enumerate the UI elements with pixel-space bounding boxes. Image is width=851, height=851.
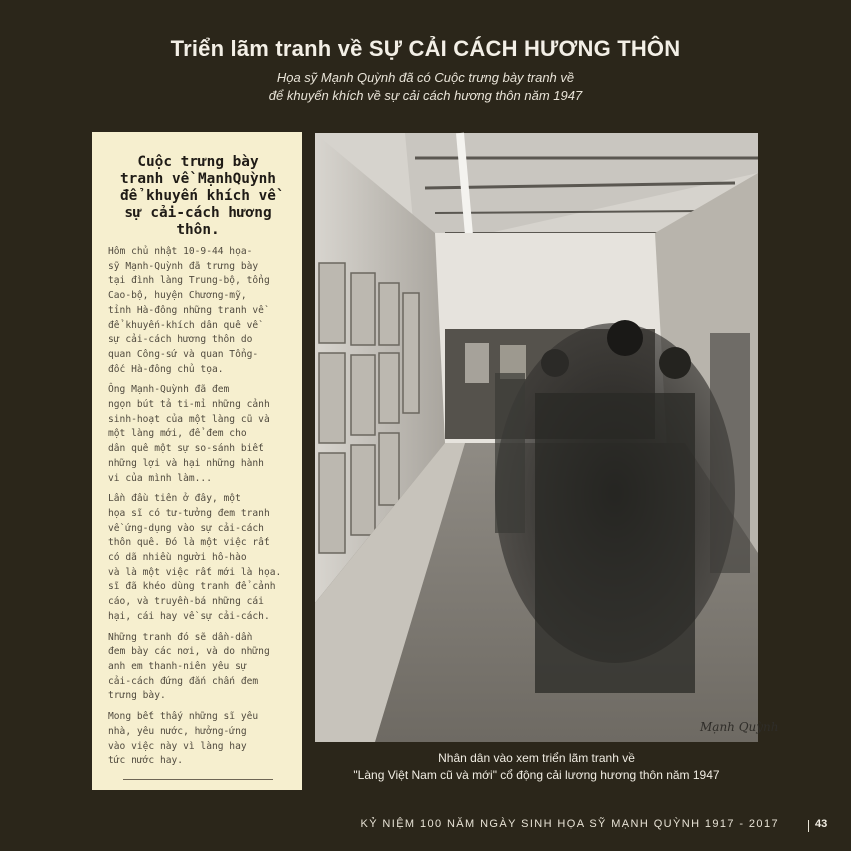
clipping-headline-line: Cuộc trưng bày (137, 154, 259, 170)
clipping-line: về ứng-dụng vào sự cải-cách (108, 522, 264, 534)
clipping-line: đem bày các nơi, và do những (108, 646, 270, 658)
clipping-line: sinh-hoạt của một làng cũ và (108, 413, 270, 425)
page-title: Triển lãm tranh về SỰ CẢI CÁCH HƯƠNG THÔN (170, 36, 681, 61)
clipping-line: để khuyến-khích dân quê về (108, 319, 259, 331)
clipping-headline-line: thôn. (176, 222, 220, 238)
caption-line: Nhân dân vào xem triển lãm tranh về (438, 751, 635, 765)
clipping-line: Cao-bộ, huyện Chương-mỹ, (108, 290, 247, 302)
clipping-line: sĩ đã khéo dùng tranh để cảnh (108, 581, 276, 593)
clipping-line: Ông Mạnh-Quỳnh đã đem (108, 384, 230, 396)
clipping-paragraph (108, 383, 288, 486)
clipping-line: thôn quê. Đó là một việc rất (108, 537, 270, 549)
clipping-line: cải-cách đứng đắn chấn đem (108, 675, 259, 687)
clipping-divider (123, 779, 273, 780)
clipping-headline-line: để khuyến khích về (120, 188, 276, 204)
newspaper-clipping (92, 132, 302, 790)
clipping-line: hại, cái hay về sự cải-cách. (108, 610, 270, 622)
clipping-line: ngọn bút tả ti-mỉ những cảnh (108, 399, 270, 411)
clipping-line: vào việc này vì làng hay (108, 740, 247, 752)
clipping-line: đốc Hà-đông chủ tọa. (108, 363, 224, 375)
exhibition-photo-image (315, 133, 779, 742)
clipping-line: nhà, yêu nước, hưởng-ứng (108, 725, 247, 737)
clipping-line: và là một việc rất mới là họa. (108, 566, 282, 578)
clipping-headline-line: sự cải-cách hương (124, 205, 272, 221)
page-footer (0, 818, 851, 834)
clipping-line: Những tranh đó sẽ dần-dần (108, 631, 253, 643)
subtitle-line: để khuyến khích về sự cải cách hương thôn năm 1947 (268, 88, 583, 103)
exhibition-photo (315, 133, 779, 742)
clipping-line: tức nước hay. (108, 755, 184, 767)
page-number: 43 (815, 818, 828, 830)
clipping-line: anh em thanh-niên yêu sự (108, 660, 247, 672)
photo-signature: Mạnh Quỳnh (700, 720, 779, 734)
footer-divider (808, 820, 809, 832)
clipping-line: sự cải-cách hương thôn do (108, 334, 253, 346)
clipping-paragraph (108, 245, 288, 377)
clipping-line: trưng bày. (108, 690, 166, 702)
page-subtitle (0, 69, 851, 105)
clipping-line: dân quê một sự so-sánh biết (108, 443, 264, 455)
clipping-headline (108, 154, 288, 239)
clipping-line: tỉnh Hà-đông những tranh về (108, 304, 264, 316)
clipping-line: những lợi và hại những hành (108, 457, 264, 469)
clipping-line: vi của mình làm... (108, 472, 212, 484)
clipping-line: quan Công-sứ và quan Tổng- (108, 348, 259, 360)
clipping-line: một làng mới, để đem cho (108, 428, 247, 440)
clipping-line: sỹ Mạnh-Quỳnh đã trưng bày (108, 260, 259, 272)
clipping-line: họa sĩ có tư-tưởng đem tranh (108, 507, 270, 519)
clipping-line: Hôm chủ nhật 10-9-44 họa- (108, 246, 253, 257)
clipping-line: có dã nhiều người hô-hào (108, 552, 247, 564)
clipping-paragraph (108, 710, 288, 769)
clipping-paragraph (108, 631, 288, 705)
clipping-line: tại đình làng Trung-bộ, tổng (108, 275, 270, 287)
caption-line: "Làng Việt Nam cũ và mới" cổ động cải lương hương thôn năm 1947 (353, 768, 720, 782)
clipping-headline-line: tranh về MạnhQuỳnh (120, 171, 276, 187)
footer-text: KỶ NIỆM 100 NĂM NGÀY SINH HỌA SỸ MẠNH QUỲNH 1917 - 2017 (360, 818, 779, 830)
clipping-line: Mong bết thấy những sĩ yêu (108, 711, 259, 723)
photo-caption (315, 750, 758, 784)
subtitle-line: Họa sỹ Mạnh Quỳnh đã có Cuộc trưng bày tranh về (276, 70, 575, 85)
clipping-line: cáo, và truyền-bá những cái (108, 596, 264, 608)
clipping-paragraph (108, 492, 288, 624)
clipping-line: Lần đầu tiên ở đây, một (108, 493, 241, 505)
